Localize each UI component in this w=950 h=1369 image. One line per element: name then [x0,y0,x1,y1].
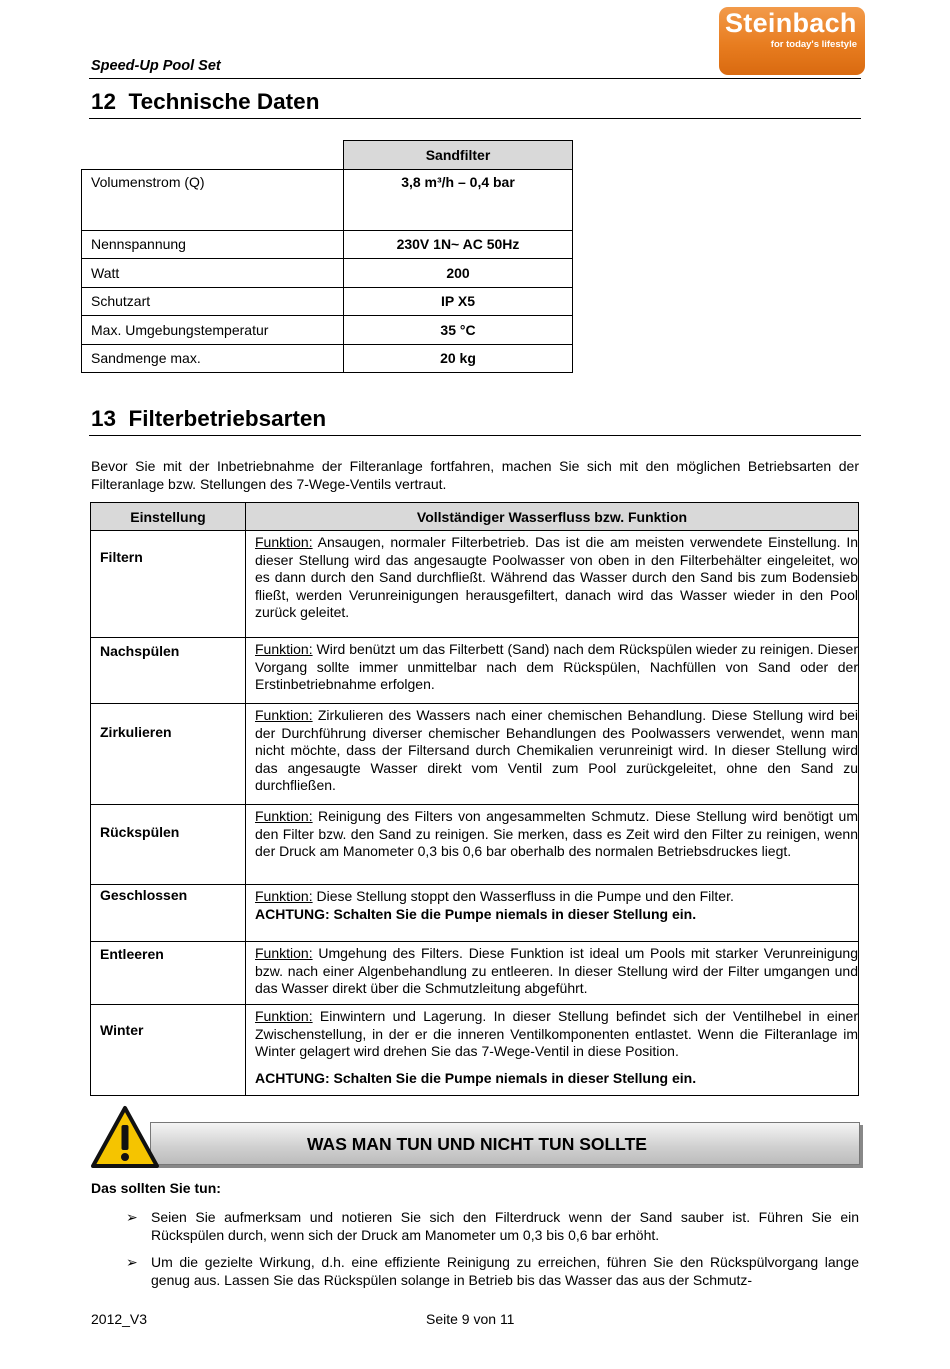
mode-description [246,885,859,942]
list-item-text: Um die gezielte Wirkung, d.h. eine effiziente Reinigung zu erreichen, führen Sie den Rückspülvorgang lange genug aus. Lassen Sie das Rückspülen solange in Betrieb bis das Wasser das aus der Schmutz- [151,1254,859,1288]
function-text: Reinigung des Filters von angesammelten Schmutz. Diese Stellung wird benötigt um den Filter bzw. den Sand zu reinigen. Sie merken, dass es Zeit wird den Filter zu reinigen, wenn der Druck am Manometer 0,3 bis 0,6 bar oberhalb des normalen Betriebsdruckes liegt. [255,808,858,860]
mode-name: Nachspülen [91,638,246,704]
logo-brand-name: Steinbach [725,8,857,38]
function-label: Funktion: [255,1008,313,1024]
table-row [82,259,573,288]
mode-description [246,805,859,885]
table-row [91,531,859,638]
table-row [82,230,573,259]
section-12-rule [89,118,861,119]
arrow-bullet-icon: ➢ [126,1254,138,1270]
section-12-heading [91,89,319,115]
function-text: Umgehung des Filters. Diese Funktion ist ideal um Pools mit starker Verunreinigung bzw. nach einer Algenbehandlung zu entleeren. In dieser Stellung wird der Filter umgangen und das Wasser direkt über die Schmutzleitung abgeführt. [255,945,858,997]
function-text: Zirkulieren des Wassers nach einer chemischen Behandlung. Diese Stellung wird bei der Durchführung diverser chemischer Behandlungen des Poolwassers verwendet, wenn man nicht möchte, dass der Filtersand durch Chemikalien verunreinigt wird. In dieser Stellung wird das angesaugte Wasser direkt vom Ventil zum Pool zurückgeleitet, ohne den Sand zu durchfließen. [255,707,859,794]
list-item [126,1208,859,1244]
table-row [91,704,859,805]
warning-banner-title: WAS MAN TUN UND NICHT TUN SOLLTE [307,1134,647,1154]
function-label: Funktion: [255,707,313,723]
section-13-intro: Bevor Sie mit der Inbetriebnahme der Filteranlage fortfahren, machen Sie sich mit den möglichen Betriebsarten der Filteranlage bzw. Stellungen des 7-Wege-Ventils vertraut. [91,458,859,492]
row-label: Max. Umgebungstemperatur [82,316,344,345]
logo-tagline: for today's lifestyle [770,39,857,50]
steinbach-logo [719,7,865,75]
table-row [91,638,859,704]
function-label: Funktion: [255,641,313,657]
column-header-setting: Einstellung [91,503,246,531]
footer-version: 2012_V3 [91,1311,148,1327]
function-text: Wird benützt um das Filterbett (Sand) nach dem Rückspülen wieder zu reinigen. Dieser Vorgang sollte immer unmittelbar nach dem Rückspülen, Nachfüllen von Sand oder der Erstinbetriebnahme erfolgen. [255,641,859,693]
table-row [82,169,573,230]
column-header-function: Vollständiger Wasserfluss bzw. Funktion [246,503,859,531]
row-label: Volumenstrom (Q) [82,169,344,230]
row-label: Nennspannung [82,230,344,259]
table-row [91,805,859,885]
row-value: 3,8 m³/h – 0,4 bar [344,169,573,230]
table-row [82,316,573,345]
table-row [82,344,573,373]
technical-data-table [81,140,573,373]
table-row [91,942,859,1005]
mode-description [246,531,859,638]
table-row [91,885,859,942]
row-value: 200 [344,259,573,288]
warning-triangle-icon [90,1105,160,1169]
section-12-title: Technische Daten [128,89,320,114]
mode-description [246,704,859,805]
arrow-bullet-icon: ➢ [126,1209,138,1225]
row-value: 20 kg [344,344,573,373]
list-item-text: Seien Sie aufmerksam und notieren Sie sich den Filterdruck wenn der Sand sauber ist. Führen Sie ein Rückspülen durch, wenn sich der Druck am Manometer um 0,3 bis 0,6 bar erhöht. [151,1209,859,1243]
document-title: Speed-Up Pool Set [91,58,221,74]
function-text: Einwintern und Lagerung. In dieser Stellung befindet sich der Ventilhebel in einer Zwischenstellung, in der er die inneren Ventilkomponenten entlastet. Wenn die Filteranlage im Winter gelagert wird drehen Sie das 7-Wege-Ventil in diese Position. [255,1008,858,1060]
row-label: Sandmenge max. [82,344,344,373]
footer-page-number: Seite 9 von 11 [426,1311,515,1327]
section-13-title: Filterbetriebsarten [128,406,327,431]
mode-description [246,638,859,704]
mode-description [246,942,859,1005]
mode-name: Winter [91,1005,246,1096]
function-label: Funktion: [255,888,313,904]
mode-name: Geschlossen [91,885,246,942]
warning-banner [150,1122,860,1165]
section-13-number: 13 [91,406,117,431]
operating-modes-table [90,502,859,1096]
function-label: Funktion: [255,945,313,961]
section-13-heading [91,406,326,432]
row-label: Watt [82,259,344,288]
section-13-rule [89,435,861,436]
warning-text: ACHTUNG: Schalten Sie die Pumpe niemals in dieser Stellung ein. [255,905,697,922]
row-value: IP X5 [344,287,573,316]
row-label: Schutzart [82,287,344,316]
row-value: 230V 1N~ AC 50Hz [344,230,573,259]
section-12-number: 12 [91,89,117,114]
function-text: Diese Stellung stoppt den Wasserfluss in die Pumpe und den Filter. [316,888,734,904]
mode-name: Zirkulieren [91,704,246,805]
table-row [91,1005,859,1096]
function-text: Ansaugen, normaler Filterbetrieb. Das ist die am meisten verwendete Einstellung. In dieser Stellung wird das angesaugte Poolwasser von oben in den Filterbehälter eingeleitet, wo es dann durch den Sand durchfließt. Während das Wasser durch den Sand bis zum Bodensieb fließt, werden Verunreinigungen herausgefiltert, danach wird das Wasser wieder in den Pool zurück geleitet. [255,534,859,621]
table-corner [82,141,344,170]
header-rule [89,78,861,79]
warning-text: ACHTUNG: Schalten Sie die Pumpe niemals in dieser Stellung ein. [255,1069,697,1086]
function-label: Funktion: [255,808,313,824]
mode-name: Filtern [91,531,246,638]
mode-description [246,1005,859,1096]
mode-name: Rückspülen [91,805,246,885]
list-item [126,1253,859,1289]
function-label: Funktion: [255,534,313,550]
mode-name: Entleeren [91,942,246,1005]
table-row [82,287,573,316]
column-header-sandfilter: Sandfilter [344,141,573,170]
row-value: 35 °C [344,316,573,345]
todo-title: Das sollten Sie tun: [91,1180,221,1196]
